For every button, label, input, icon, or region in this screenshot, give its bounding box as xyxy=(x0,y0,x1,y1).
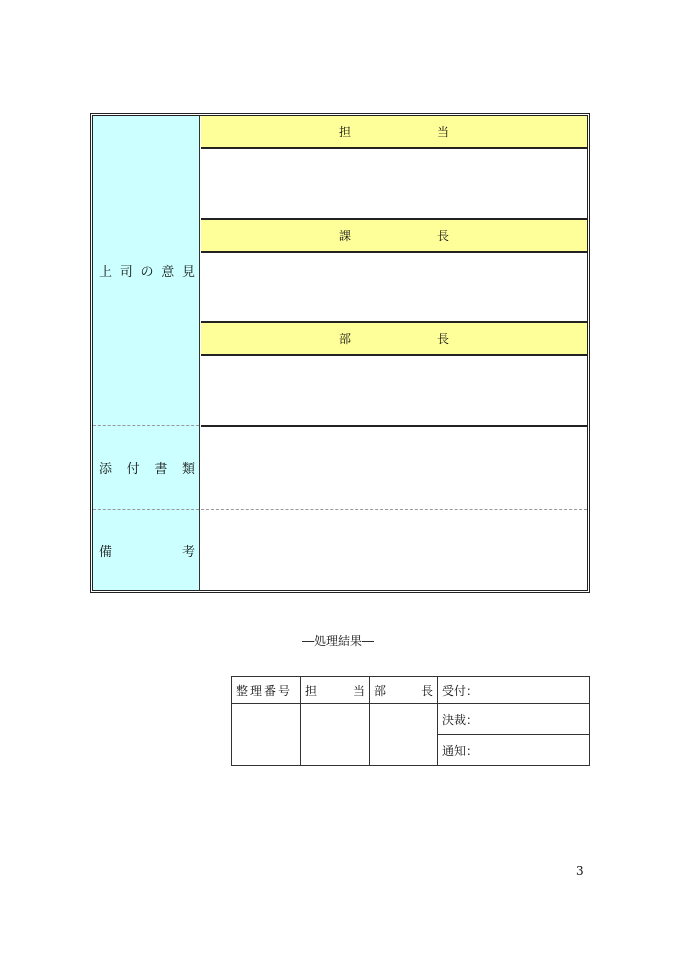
label-char: 類 xyxy=(181,462,195,477)
supervisor-opinion-label xyxy=(93,116,199,425)
remarks-field[interactable] xyxy=(201,509,587,590)
section-chief-comment-field[interactable] xyxy=(201,253,587,321)
header-char: 当 xyxy=(352,683,365,698)
header-char: 長 xyxy=(420,683,433,698)
label-char: 備 xyxy=(99,544,113,560)
charge-comment-field[interactable] xyxy=(201,149,587,218)
label-char: 意 xyxy=(161,265,175,280)
label-char: 見 xyxy=(181,265,195,280)
department-stamp-cell[interactable] xyxy=(370,704,438,766)
reference-number-header xyxy=(232,677,301,704)
decision-label: 決裁： xyxy=(442,712,479,727)
header-char: 長 xyxy=(437,229,450,243)
page-number: 3 xyxy=(576,864,584,878)
label-char: の xyxy=(140,265,154,280)
label-char: 書 xyxy=(154,462,168,477)
header-char: 部 xyxy=(338,332,351,346)
processing-result-title: ―処理結果― xyxy=(302,634,375,648)
opinion-form xyxy=(90,113,590,593)
attachments-label xyxy=(93,425,199,509)
remarks-label xyxy=(93,509,199,590)
reference-number-cell[interactable] xyxy=(232,704,301,766)
label-char: 付 xyxy=(126,462,140,477)
department-head-comment-field[interactable] xyxy=(201,356,587,425)
header-char: 担 xyxy=(305,683,318,698)
label-column xyxy=(93,116,200,590)
label-char: 上 xyxy=(99,265,113,280)
notice-cell[interactable] xyxy=(438,735,590,766)
header-char: 課 xyxy=(338,229,351,243)
header-char: 当 xyxy=(437,125,450,139)
label-char: 考 xyxy=(181,544,195,560)
header-text: 整理番号 xyxy=(236,683,293,698)
header-char: 部 xyxy=(374,683,387,698)
notice-label: 通知： xyxy=(442,743,479,758)
label-char: 司 xyxy=(119,265,133,280)
label-char: 添 xyxy=(99,462,113,477)
section-chief-header xyxy=(201,218,587,253)
decision-cell[interactable] xyxy=(438,704,590,735)
processing-result-table xyxy=(231,676,590,766)
charge-column-header xyxy=(301,677,370,704)
charge-stamp-cell[interactable] xyxy=(301,704,370,766)
received-label: 受付： xyxy=(442,683,479,698)
attachments-field[interactable] xyxy=(201,425,587,509)
charge-header xyxy=(201,116,587,149)
header-char: 長 xyxy=(437,332,450,346)
header-char: 担 xyxy=(338,125,351,139)
received-cell[interactable] xyxy=(438,677,590,704)
department-column-header xyxy=(370,677,438,704)
department-head-header xyxy=(201,321,587,356)
